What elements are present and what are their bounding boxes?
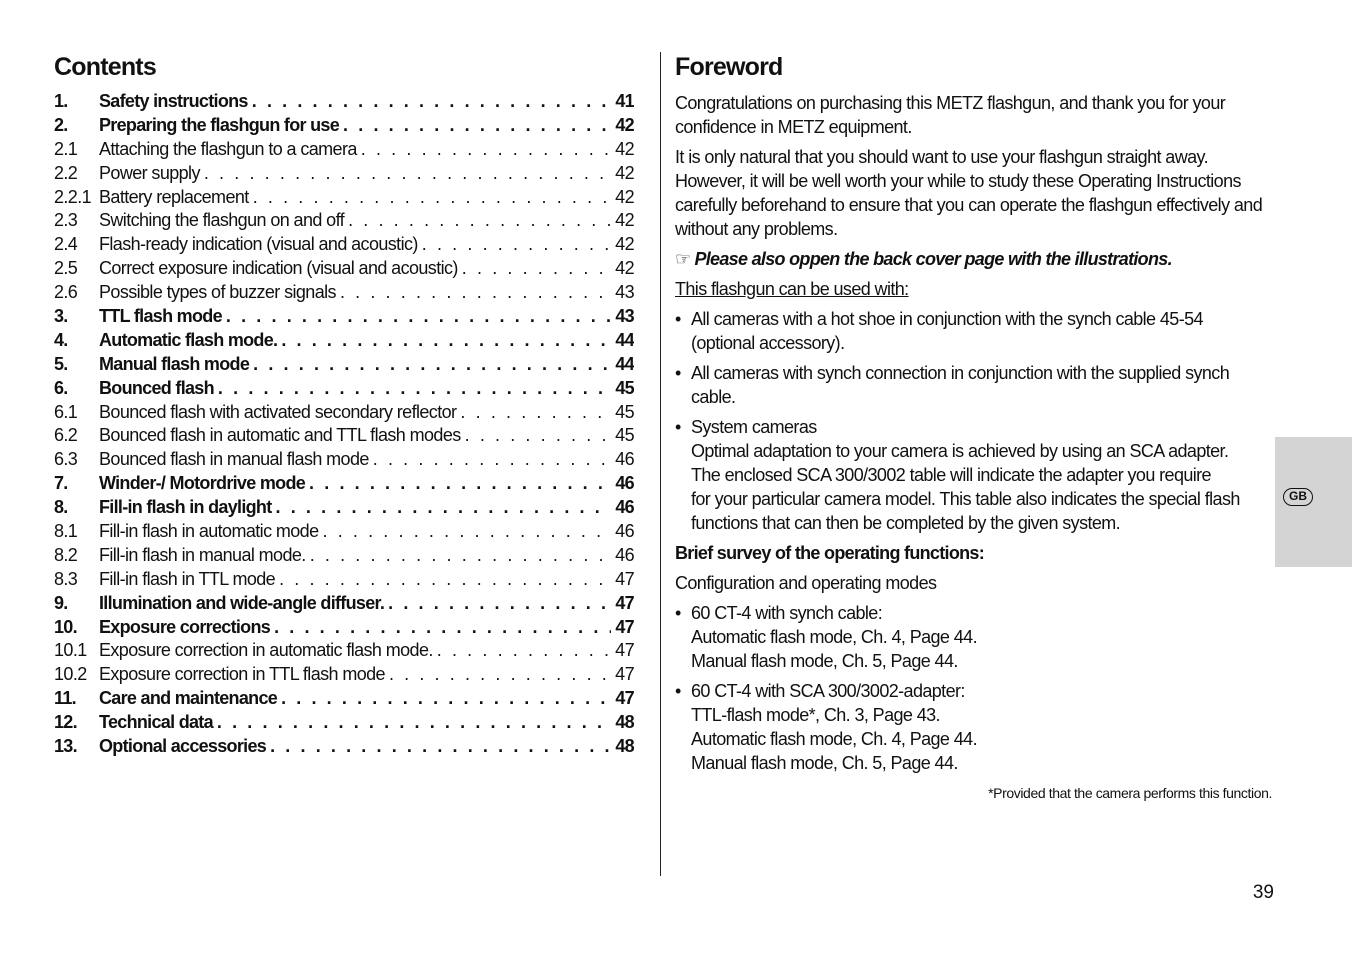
toc-number: 6. [54,377,68,398]
toc-number: 10.1 [54,640,87,661]
toc-number: 2.6 [54,282,78,303]
toc-row [54,378,634,402]
toc-leader-dots [340,282,611,303]
toc-title: Power supply [99,162,200,183]
toc-row [54,497,634,521]
bullet-line: Manual flash mode, Ch. 5, Page 44. [691,753,958,773]
column-divider [660,52,661,876]
toc-title: Exposure correction in automatic flash mode. [99,640,433,661]
bullet-line: (optional accessory). [691,333,845,353]
toc-number: 3. [54,306,68,327]
toc-leader-dots [361,139,611,160]
bullet-line: The enclosed SCA 300/3002 table will indicate the adapter you require [691,465,1211,485]
contents-section [54,52,634,760]
toc-title: TTL flash mode [99,306,222,327]
toc-number: 2.5 [54,258,78,279]
usage-bullet [675,361,1275,409]
toc-leader-dots [253,187,611,208]
back-cover-note [675,247,1275,271]
toc-page-number: 47 [615,592,634,613]
toc-leader-dots [274,617,611,638]
bullet-text [691,601,1275,673]
toc-number: 2.3 [54,210,78,231]
toc-title: Fill-in flash in automatic mode [99,521,319,542]
toc-title: Optional accessories [99,736,267,757]
survey-heading: Brief survey of the operating functions: [675,543,985,563]
toc-number: 13. [54,736,77,757]
toc-number: 12. [54,712,77,733]
toc-row [54,187,634,211]
toc-row [54,640,634,664]
toc-number: 8. [54,497,68,518]
toc-leader-dots [252,91,612,112]
usage-bullet [675,307,1275,355]
toc-row [54,473,634,497]
toc-page-number: 45 [615,401,634,422]
bullet-text [691,415,1275,535]
toc-page-number: 46 [615,449,634,470]
toc-title: Bounced flash in manual flash mode [99,449,369,470]
toc-leader-dots [465,425,612,446]
toc-leader-dots [348,210,611,231]
toc-title: Technical data [99,712,213,733]
toc-leader-dots [281,688,611,709]
pointing-hand-icon: ☞ [675,249,691,269]
toc-row [54,593,634,617]
mode-list [675,601,1275,775]
toc-page-number: 41 [615,91,634,111]
toc-page-number: 46 [615,497,634,518]
toc-title: Flash-ready indication (visual and acoustic) [99,234,418,255]
toc-leader-dots [218,378,611,399]
page-number: 39 [1252,882,1274,903]
toc-title: Battery replacement [99,186,249,207]
toc-page-number: 42 [615,210,634,231]
toc-leader-dots [253,354,611,375]
toc-page-number: 42 [615,234,634,255]
foreword-paragraph-2: It is only natural that you should want to use your flashgun straight away. However, it will be well worth your while to study these Operating Instructions carefully beforehand to ensure that you can operate the flashgun effectively and without any problems. [675,147,1263,239]
toc-leader-dots [281,330,611,351]
toc-page-number: 45 [615,377,634,398]
toc-title: Bounced flash in automatic and TTL flash modes [99,425,461,446]
toc-title: Correct exposure indication (visual and acoustic) [99,258,458,279]
toc-page-number: 44 [615,353,634,374]
toc-number: 10. [54,616,77,637]
toc-title: Exposure corrections [99,616,271,637]
toc-leader-dots [388,593,611,614]
toc-number: 10.2 [54,664,87,685]
toc-number: 2.4 [54,234,78,255]
mode-bullet [675,679,1275,775]
toc-row [54,425,634,449]
toc-page-number: 42 [615,162,634,183]
toc-title: Exposure correction in TTL flash mode [99,664,385,685]
toc-number: 2.2 [54,162,78,183]
toc-list [54,91,634,760]
foreword-heading: Foreword [675,53,783,81]
toc-row [54,402,634,426]
back-cover-note-text: Please also oppen the back cover page with the illustrations. [694,249,1172,269]
bullet-text [691,679,1275,775]
toc-number: 4. [54,329,68,350]
toc-leader-dots [343,115,611,136]
toc-title: Preparing the flashgun for use [99,114,340,135]
toc-title: Safety instructions [99,91,248,111]
toc-number: 8.1 [54,521,78,542]
toc-title: Care and maintenance [99,688,278,709]
toc-number: 5. [54,353,68,374]
toc-row [54,736,634,760]
bullet-line: All cameras with a hot shoe in conjunction with the synch cable 45-54 [691,309,1203,329]
toc-page-number: 47 [615,568,634,589]
toc-number: 8.2 [54,544,78,565]
toc-title: Manual flash mode [99,353,250,374]
toc-leader-dots [422,234,611,255]
toc-leader-dots [462,258,611,279]
toc-leader-dots [204,163,611,184]
toc-page-number: 46 [615,521,634,542]
gb-language-badge: GB [1283,488,1313,506]
toc-number: 8.3 [54,568,78,589]
bullet-line: All cameras with synch connection in conjunction with the supplied synch [691,363,1230,383]
toc-page-number: 42 [615,138,634,159]
toc-number: 1. [54,91,68,111]
bullet-marker: • [675,363,681,383]
config-heading: Configuration and operating modes [675,573,937,593]
toc-row [54,91,634,115]
toc-number: 11. [54,688,76,709]
toc-leader-dots [279,569,611,590]
toc-number: 6.1 [54,401,78,422]
toc-leader-dots [460,402,611,423]
toc-page-number: 43 [615,282,634,303]
toc-title: Possible types of buzzer signals [99,282,336,303]
bullet-line: 60 CT-4 with SCA 300/3002-adapter: [691,681,965,701]
toc-row [54,282,634,306]
toc-row [54,306,634,330]
toc-title: Bounced flash with activated secondary reflector [99,401,457,422]
toc-leader-dots [270,736,611,757]
bullet-line: functions that can then be completed by the given system. [691,513,1121,533]
language-side-tab [1275,437,1352,567]
toc-page-number: 42 [615,114,634,135]
toc-number: 7. [54,473,68,494]
contents-heading: Contents [54,53,156,81]
toc-title: Fill-in flash in TTL mode [99,568,276,589]
toc-title: Fill-in flash in manual mode. [99,544,306,565]
toc-page-number: 47 [615,688,634,709]
toc-row [54,234,634,258]
mode-bullet [675,601,1275,673]
toc-page-number: 46 [615,544,634,565]
usage-bullet [675,415,1275,535]
bullet-line: TTL-flash mode*, Ch. 3, Page 43. [691,705,940,725]
toc-leader-dots [323,521,612,542]
toc-row [54,569,634,593]
toc-row [54,617,634,641]
bullet-line: Optimal adaptation to your camera is achieved by using an SCA adapter. [691,441,1229,461]
bullet-line: cable. [691,387,736,407]
bullet-line: Manual flash mode, Ch. 5, Page 44. [691,651,958,671]
toc-row [54,449,634,473]
toc-row [54,664,634,688]
toc-page-number: 45 [615,425,634,446]
toc-row [54,115,634,139]
toc-title: Automatic flash mode. [99,329,278,350]
toc-row [54,521,634,545]
bullet-line: Automatic flash mode, Ch. 4, Page 44. [691,627,977,647]
toc-page-number: 47 [615,640,634,661]
foreword-section [675,52,1275,805]
bullet-marker: • [675,681,681,701]
toc-row [54,163,634,187]
toc-number: 2.2.1 [54,186,92,207]
toc-number: 2.1 [54,138,78,159]
toc-page-number: 46 [615,473,634,494]
toc-page-number: 42 [615,186,634,207]
usage-list [675,307,1275,535]
bullet-line: Automatic flash mode, Ch. 4, Page 44. [691,729,977,749]
toc-leader-dots [437,640,611,661]
usage-heading: This flashgun can be used with: [675,279,909,299]
bullet-line: System cameras [691,417,817,437]
bullet-text [691,361,1275,409]
toc-page-number: 47 [615,616,634,637]
bullet-line: 60 CT-4 with synch cable: [691,603,883,623]
toc-page-number: 48 [615,712,634,733]
toc-title: Bounced flash [99,377,214,398]
toc-row [54,139,634,163]
toc-row [54,688,634,712]
toc-leader-dots [276,497,612,518]
toc-row [54,258,634,282]
toc-title: Fill-in flash in daylight [99,497,272,518]
toc-leader-dots [373,449,611,470]
toc-title: Illumination and wide-angle diffuser. [99,592,385,613]
toc-row [54,210,634,234]
toc-leader-dots [389,664,611,685]
bullet-line: for your particular camera model. This table also indicates the special flash [691,489,1240,509]
bullet-marker: • [675,309,681,329]
toc-row [54,545,634,569]
toc-row [54,354,634,378]
toc-title: Winder-/ Motordrive mode [99,473,306,494]
toc-page-number: 44 [615,329,634,350]
toc-page-number: 42 [615,258,634,279]
toc-number: 6.3 [54,449,78,470]
toc-leader-dots [217,712,611,733]
bullet-marker: • [675,417,681,437]
toc-title: Switching the flashgun on and off [99,210,345,231]
toc-leader-dots [310,545,611,566]
bullet-marker: • [675,603,681,623]
toc-page-number: 43 [615,306,634,327]
toc-number: 6.2 [54,425,78,446]
toc-page-number: 47 [615,664,634,685]
toc-row [54,330,634,354]
toc-leader-dots [309,473,611,494]
toc-row [54,712,634,736]
toc-page-number: 48 [615,736,634,757]
toc-number: 9. [54,592,68,613]
footnote: *Provided that the camera performs this function. [988,785,1272,801]
toc-number: 2. [54,114,68,135]
foreword-paragraph-1: Congratulations on purchasing this METZ flashgun, and thank you for your confidence in METZ equipment. [675,93,1226,137]
toc-title: Attaching the flashgun to a camera [99,138,357,159]
bullet-text [691,307,1275,355]
toc-leader-dots [226,306,611,327]
